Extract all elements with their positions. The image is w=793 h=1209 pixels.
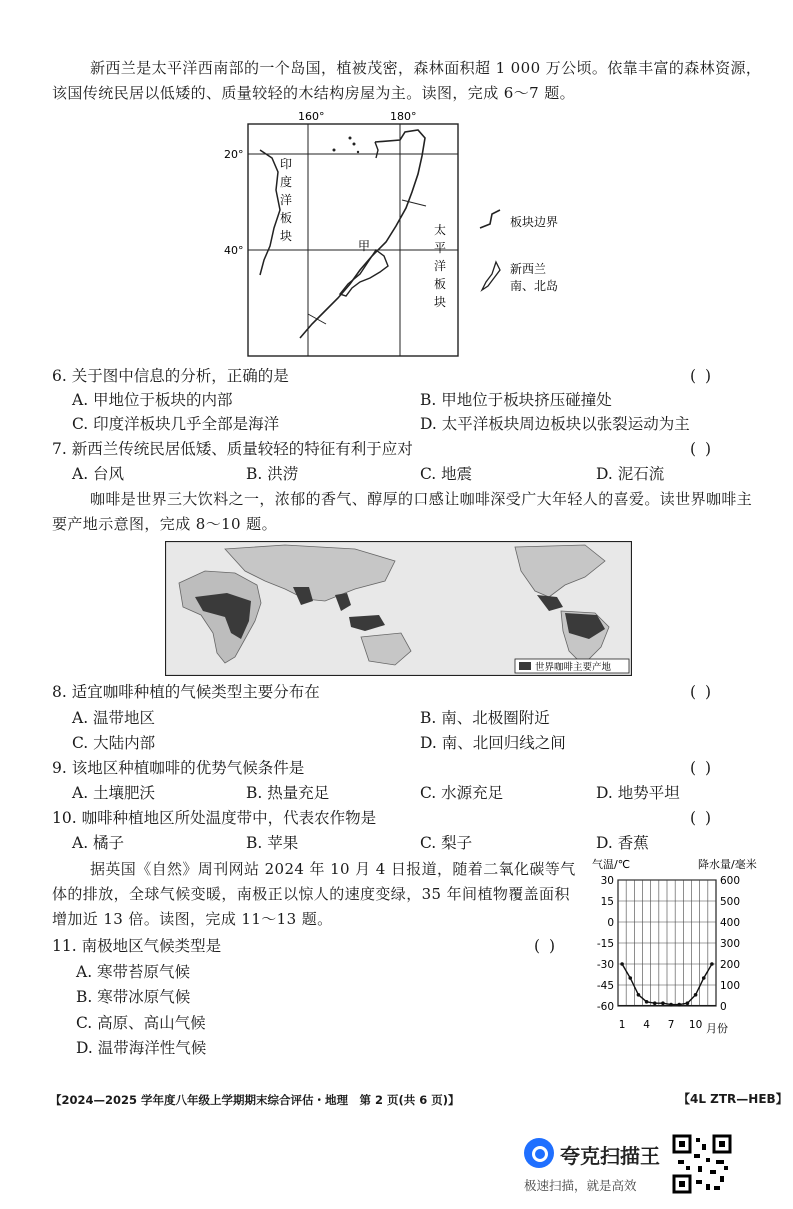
pacific-plate-label-5: 块 <box>434 295 447 309</box>
temp-tick-label: 0 <box>607 917 614 929</box>
q11-option-a[interactable]: A. 寒带苔原气候 <box>76 963 191 981</box>
precip-bar <box>634 1005 642 1006</box>
pacific-plate-label-3: 洋 <box>434 259 447 273</box>
lat-40-label: 40° <box>224 244 244 257</box>
q6-option-c[interactable]: C. 印度洋板块几乎全部是海洋 <box>72 415 280 433</box>
month-tick-label: 10 <box>688 1019 703 1031</box>
temperature-point <box>702 976 706 980</box>
q7-option-a[interactable]: A. 台风 <box>72 465 125 483</box>
pacific-plate-label-2: 平 <box>434 241 447 255</box>
q9-option-d[interactable]: D. 地势平坦 <box>596 784 680 802</box>
temperature-point <box>628 976 632 980</box>
legend-nz-label-2: 南、北岛 <box>510 279 559 293</box>
precip-bar <box>626 1005 634 1006</box>
precip-tick-label: 500 <box>720 896 741 908</box>
q7-stem: 7. 新西兰传统民居低矮、质量较轻的特征有利于应对 <box>52 440 413 458</box>
scanner-logo-icon <box>524 1138 554 1168</box>
precip-tick-label: 600 <box>720 875 741 887</box>
q7-option-c[interactable]: C. 地震 <box>420 465 473 483</box>
q8-option-d[interactable]: D. 南、北回归线之间 <box>420 734 566 752</box>
q8-option-a[interactable]: A. 温带地区 <box>72 709 156 727</box>
temperature-point <box>637 993 641 997</box>
q7-bracket[interactable]: ( ) <box>690 440 714 458</box>
precip-bar <box>618 1005 626 1006</box>
precip-bar <box>700 1005 708 1006</box>
temp-tick-label: -45 <box>596 980 614 992</box>
pacific-plate-label-1: 太 <box>434 223 447 237</box>
q10-option-d[interactable]: D. 香蕉 <box>596 834 649 852</box>
point-jia-label: 甲 <box>358 239 371 253</box>
temperature-point <box>620 962 624 966</box>
precip-bar <box>643 1005 651 1006</box>
q10-bracket[interactable]: ( ) <box>690 809 714 827</box>
q10-option-a[interactable]: A. 橘子 <box>72 834 125 852</box>
precip-bar <box>683 1005 691 1006</box>
q11-option-d[interactable]: D. 温带海洋性气候 <box>76 1039 207 1057</box>
temperature-point <box>677 1003 681 1007</box>
world-coffee-map <box>165 541 632 676</box>
indian-plate-label-5: 块 <box>280 229 293 243</box>
footer-right: 【4L ZTR—HEB】 <box>678 1092 788 1106</box>
indian-plate-label-1: 印 <box>280 157 293 171</box>
legend-boundary-label: 板块边界 <box>510 215 559 229</box>
precip-tick-label: 0 <box>720 1001 727 1013</box>
q6-bracket[interactable]: ( ) <box>690 367 714 385</box>
temperature-point <box>653 1001 657 1005</box>
month-tick-label: 4 <box>643 1019 650 1031</box>
qr-code-icon <box>672 1134 732 1194</box>
q6-option-b[interactable]: B. 甲地位于板块挤压碰撞处 <box>420 391 612 409</box>
q8-stem: 8. 适宜咖啡种植的气候类型主要分布在 <box>52 683 320 701</box>
passage-antarctica: 据英国《自然》周刊网站 2024 年 10 月 4 日报道，随着二氧化碳等气体的排放，全球气候变暖，南极正以惊人的速度变绿，35 年间植物覆盖面积增加近 13 倍。读图，完成 11～13 题。 <box>52 860 576 928</box>
temp-tick-label: 15 <box>600 896 614 908</box>
precip-tick-label: 200 <box>720 959 741 971</box>
q11-option-b[interactable]: B. 寒带冰原气候 <box>76 988 191 1006</box>
temp-tick-label: 30 <box>600 875 614 887</box>
precip-bar <box>708 1005 716 1006</box>
q6-option-a[interactable]: A. 甲地位于板块的内部 <box>72 391 233 409</box>
q8-option-c[interactable]: C. 大陆内部 <box>72 734 156 752</box>
q8-bracket[interactable]: ( ) <box>690 683 714 701</box>
temperature-point <box>645 1000 649 1004</box>
precip-tick-label: 300 <box>720 938 741 950</box>
q11-option-c[interactable]: C. 高原、高山气候 <box>76 1014 206 1032</box>
footer-left: 【2024—2025 学年度八年级上学期期末综合评估・地理 第 2 页(共 6 页)】 <box>50 1093 460 1107</box>
temperature-point <box>694 993 698 997</box>
q7-option-d[interactable]: D. 泥石流 <box>596 465 665 483</box>
temperature-point <box>661 1001 665 1005</box>
lon-180-label: 180° <box>390 110 417 123</box>
pacific-plate-label-4: 板 <box>434 277 447 291</box>
precip-bar <box>651 1005 659 1006</box>
lon-160-label: 160° <box>298 110 325 123</box>
month-tick-label: 1 <box>618 1019 626 1031</box>
x-unit-label: 月份 <box>706 1022 728 1034</box>
temperature-point <box>669 1003 673 1007</box>
nz-plate-map <box>200 110 580 360</box>
lat-20-label: 20° <box>224 148 244 161</box>
legend-nz-label-1: 新西兰 <box>510 262 547 276</box>
q6-option-d[interactable]: D. 太平洋板块周边板块以张裂运动为主 <box>420 415 690 433</box>
q8-option-b[interactable]: B. 南、北极圈附近 <box>420 709 550 727</box>
q11-bracket[interactable]: ( ) <box>534 937 558 955</box>
q11-stem: 11. 南极地区气候类型是 <box>52 937 222 955</box>
q10-option-b[interactable]: B. 苹果 <box>246 834 299 852</box>
month-tick-label: 7 <box>667 1019 675 1031</box>
passage-nz: 新西兰是太平洋西南部的一个岛国，植被茂密，森林面积超 1 000 万公顷。依靠丰富的森林资源，该国传统民居以低矮的、质量较轻的木结构房屋为主。读图，完成 6～7 题。 <box>52 59 762 102</box>
scanner-slogan: 极速扫描，就是高效 <box>524 1178 637 1193</box>
temperature-point <box>710 962 714 966</box>
passage-coffee: 咖啡是世界三大饮料之一，浓郁的香气、醇厚的口感让咖啡深受广大年轻人的喜爱。读世界咖啡主要产地示意图，完成 8～10 题。 <box>52 490 753 533</box>
indian-plate-label-4: 板 <box>280 211 293 225</box>
q9-option-c[interactable]: C. 水源充足 <box>420 784 504 802</box>
q9-option-b[interactable]: B. 热量充足 <box>246 784 330 802</box>
precip-bar <box>692 1005 700 1006</box>
precip-bar <box>659 1005 667 1006</box>
coffee-legend-label: 世界咖啡主要产地 <box>535 662 612 673</box>
scanner-brand: 夸克扫描王 <box>560 1144 660 1168</box>
indian-plate-label-3: 洋 <box>280 193 293 207</box>
q6-stem: 6. 关于图中信息的分析，正确的是 <box>52 367 289 385</box>
temp-tick-label: -60 <box>596 1001 614 1013</box>
q9-bracket[interactable]: ( ) <box>690 759 714 777</box>
climate-chart <box>588 856 788 1034</box>
temp-tick-label: -15 <box>596 938 614 950</box>
precip-axis-label: 降水量/毫米 <box>698 858 757 871</box>
q10-stem: 10. 咖啡种植地区所处温度带中，代表农作物是 <box>52 809 377 827</box>
indian-plate-label-2: 度 <box>280 175 293 189</box>
temperature-point <box>686 1001 690 1005</box>
precip-tick-label: 100 <box>720 980 741 992</box>
q9-option-a[interactable]: A. 土壤肥沃 <box>72 784 156 802</box>
q10-option-c[interactable]: C. 梨子 <box>420 834 473 852</box>
temp-tick-label: -30 <box>596 959 614 971</box>
temp-axis-label: 气温/℃ <box>592 858 631 871</box>
q7-option-b[interactable]: B. 洪涝 <box>246 465 299 483</box>
precip-tick-label: 400 <box>720 917 741 929</box>
q9-stem: 9. 该地区种植咖啡的优势气候条件是 <box>52 759 305 777</box>
